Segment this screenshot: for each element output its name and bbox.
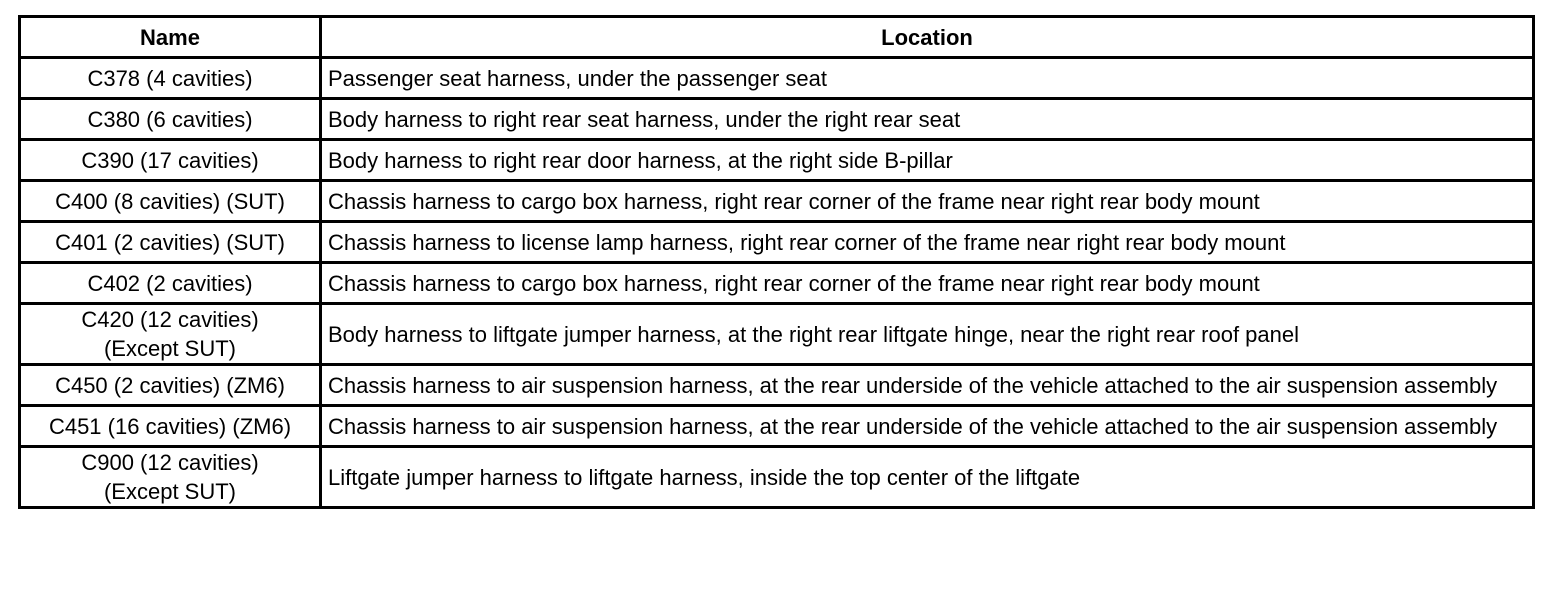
column-header-location: Location: [321, 17, 1534, 58]
connector-location-cell: Chassis harness to air suspension harness, at the rear underside of the vehicle attached to the air suspension assembly: [321, 365, 1534, 406]
column-header-name: Name: [20, 17, 321, 58]
table-row: [20, 447, 1534, 508]
connector-location-cell: Liftgate jumper harness to liftgate harness, inside the top center of the liftgate: [321, 447, 1534, 508]
connector-location-cell: Body harness to right rear seat harness, under the right rear seat: [321, 99, 1534, 140]
connector-location-cell: Chassis harness to air suspension harness, at the rear underside of the vehicle attached to the air suspension assembly: [321, 406, 1534, 447]
connector-location-cell: Chassis harness to license lamp harness, right rear corner of the frame near right rear body mount: [321, 222, 1534, 263]
connector-location-cell: Chassis harness to cargo box harness, right rear corner of the frame near right rear body mount: [321, 263, 1534, 304]
connector-location-cell: Body harness to right rear door harness, at the right side B-pillar: [321, 140, 1534, 181]
connector-location-cell: Passenger seat harness, under the passenger seat: [321, 58, 1534, 99]
connector-name-cell: C900 (12 cavities) (Except SUT): [20, 447, 321, 508]
table-row: [20, 304, 1534, 365]
table-row: [20, 406, 1534, 447]
table-body: [20, 58, 1534, 508]
connector-name-cell: C401 (2 cavities) (SUT): [20, 222, 321, 263]
connector-name-cell: C380 (6 cavities): [20, 99, 321, 140]
table-row: [20, 140, 1534, 181]
table-row: [20, 181, 1534, 222]
table-header-row: [20, 17, 1534, 58]
connector-name-cell: C378 (4 cavities): [20, 58, 321, 99]
connector-location-cell: Body harness to liftgate jumper harness, at the right rear liftgate hinge, near the right rear roof panel: [321, 304, 1534, 365]
connector-name-cell: C451 (16 cavities) (ZM6): [20, 406, 321, 447]
connector-name-cell: C402 (2 cavities): [20, 263, 321, 304]
table-row: [20, 365, 1534, 406]
table-row: [20, 99, 1534, 140]
connector-name-cell: C450 (2 cavities) (ZM6): [20, 365, 321, 406]
table-row: [20, 222, 1534, 263]
connector-name-cell: C390 (17 cavities): [20, 140, 321, 181]
connector-location-cell: Chassis harness to cargo box harness, right rear corner of the frame near right rear body mount: [321, 181, 1534, 222]
connector-name-cell: C420 (12 cavities) (Except SUT): [20, 304, 321, 365]
connector-name-cell: C400 (8 cavities) (SUT): [20, 181, 321, 222]
connector-location-table: [18, 15, 1535, 509]
table-row: [20, 58, 1534, 99]
table-row: [20, 263, 1534, 304]
